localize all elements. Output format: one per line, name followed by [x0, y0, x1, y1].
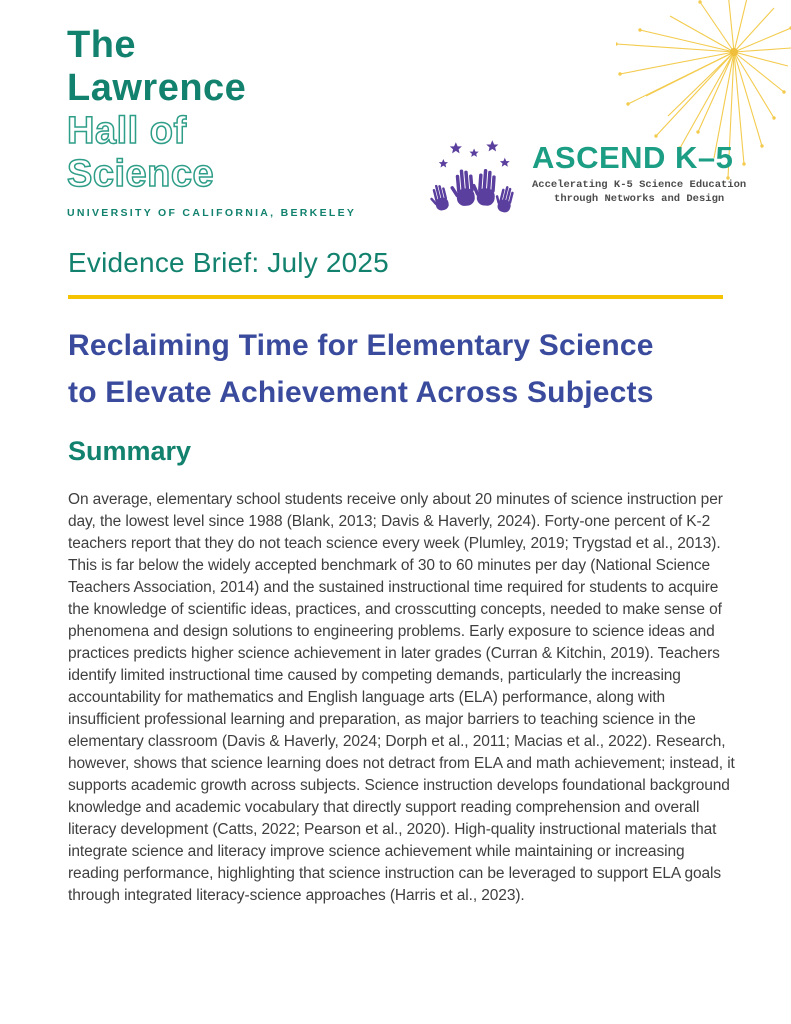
- logo-line-hall-of: Hall of: [67, 110, 187, 152]
- summary-paragraph: On average, elementary school students receive only about 20 minutes of science instruction per day, the lowest level since 1988 (Blank, 2013; Davis & Haverly, 2024). Forty-one percent of K-2 teachers report that they do not teach science every week (Plumley, 2019; Trygstad et al., 2013). This is far below the widely accepted benchmark of 30 to 60 minutes per day (National Science Teachers Association, 2014) and the sustained instructional time required for students to acquire the knowledge of scientific ideas, practices, and crosscutting concepts, needed to make sense of phenomena and design solutions to engineering problems. Early exposure to science ideas and practices predicts higher science achievement in later grades (Curran & Kitchin, 2019). Teachers identify limited instructional time caused by competing demands, particularly the increasing accountability for mathematics and English language arts (ELA) performance, along with insufficient professional learning and preparation, as major barriers to teaching science in the elementary classroom (Davis & Haverly, 2024; Dorph et al., 2011; Macias et al., 2022). Research, however, shows that science learning does not detract from ELA and math achievement; instead, it supports academic growth across subjects. Science instruction develops foundational background knowledge and academic vocabulary that directly support reading comprehension and overall literacy development (Catts, 2022; Pearson et al., 2020). High-quality instructional materials that integrate science and literacy improve science achievement while maintaining or increasing reading performance, highlighting that science instruction can be leveraged to support ELA goals through integrated literacy-science approaches (Harris et al., 2023).: [68, 491, 735, 904]
- page-title: [68, 322, 654, 416]
- logo-university-subtext: UNIVERSITY OF CALIFORNIA, BERKELEY: [67, 207, 357, 219]
- logo-line-the: The: [67, 24, 137, 66]
- brief-label: Evidence Brief: July 2025: [68, 247, 389, 278]
- hands-stars-icon: [428, 133, 524, 225]
- page-title-line1: Reclaiming Time for Elementary Science: [68, 329, 654, 362]
- logo-line-lawrence: Lawrence: [67, 67, 247, 109]
- ascend-tagline-line1: Accelerating K-5 Science Education: [532, 179, 747, 191]
- ascend-wordmark-block: [532, 142, 746, 206]
- page-title-line2: to Elevate Achievement Across Subjects: [68, 376, 654, 409]
- logo-line-science: Science: [67, 153, 215, 195]
- summary-heading: Summary: [68, 436, 192, 466]
- ascend-tagline: [532, 178, 746, 206]
- ascend-wordmark: ASCEND K–5: [532, 140, 734, 175]
- ascend-logo: [428, 133, 746, 225]
- ascend-tagline-line2: through Networks and Design: [554, 193, 725, 205]
- lawrence-hall-logo: [67, 24, 356, 219]
- divider-rule: [68, 295, 723, 299]
